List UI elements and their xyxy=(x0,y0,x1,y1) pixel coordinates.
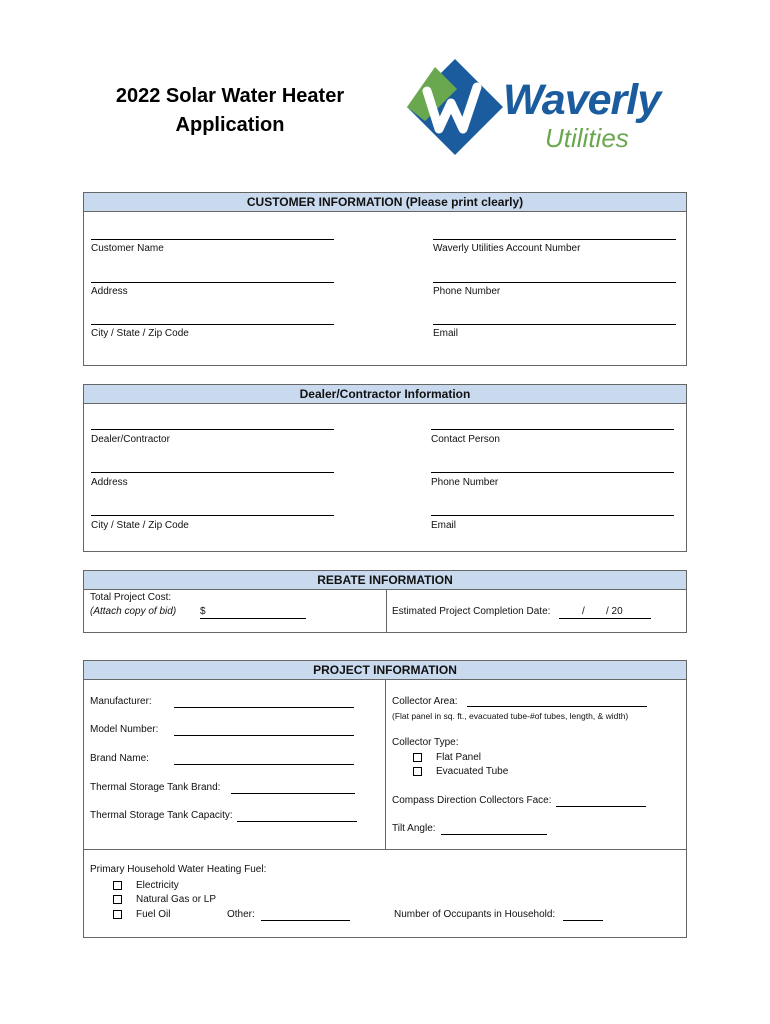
customer-city-field[interactable] xyxy=(91,324,334,325)
other-fuel-label: Other: xyxy=(227,909,255,920)
evacuated-tube-label: Evacuated Tube xyxy=(436,766,509,777)
date-separator-2: / 20 xyxy=(606,606,623,617)
natural-gas-checkbox[interactable] xyxy=(113,895,122,904)
completion-date-label: Estimated Project Completion Date: xyxy=(392,606,551,617)
dealer-phone-label: Phone Number xyxy=(431,477,499,488)
fuel-option-fuel-oil[interactable] xyxy=(113,909,170,921)
collector-option-flat-panel[interactable] xyxy=(413,752,481,764)
dealer-email-label: Email xyxy=(431,520,457,531)
customer-phone-field[interactable] xyxy=(433,282,676,283)
customer-section-heading: CUSTOMER INFORMATION (Please print clearly) xyxy=(84,193,686,212)
customer-phone-label: Phone Number xyxy=(433,286,501,297)
manufacturer-field[interactable] xyxy=(174,707,354,708)
dealer-name-field[interactable] xyxy=(91,429,334,430)
fuel-oil-checkbox[interactable] xyxy=(113,910,122,919)
evacuated-tube-checkbox[interactable] xyxy=(413,767,422,776)
customer-address-label: Address xyxy=(91,286,128,297)
tank-brand-label: Thermal Storage Tank Brand: xyxy=(90,782,221,793)
dealer-city-field[interactable] xyxy=(91,515,334,516)
collector-area-note: (Flat panel in sq. ft., evacuated tube-#of tubes, length, & width) xyxy=(392,711,629,721)
tank-capacity-field[interactable] xyxy=(237,821,357,822)
brand-name-label: Brand Name: xyxy=(90,753,149,764)
customer-name-field[interactable] xyxy=(91,239,334,240)
total-cost-label: Total Project Cost: xyxy=(90,592,172,603)
attach-bid-note: (Attach copy of bid) xyxy=(90,606,177,617)
fuel-option-electricity[interactable] xyxy=(113,880,179,892)
fuel-option-natural-gas[interactable] xyxy=(113,894,216,906)
fuel-label: Primary Household Water Heating Fuel: xyxy=(90,864,267,875)
dealer-name-label: Dealer/Contractor xyxy=(91,434,170,445)
logo-mark-icon xyxy=(405,57,505,157)
customer-name-label: Customer Name xyxy=(91,243,164,254)
rebate-section-heading: REBATE INFORMATION xyxy=(84,571,686,590)
completion-date-field[interactable] xyxy=(559,618,651,619)
project-column-divider xyxy=(385,679,386,849)
flat-panel-label: Flat Panel xyxy=(436,752,482,763)
project-information-section xyxy=(83,660,687,938)
dealer-phone-field[interactable] xyxy=(431,472,674,473)
manufacturer-label: Manufacturer: xyxy=(90,696,152,707)
collector-area-field[interactable] xyxy=(467,706,647,707)
customer-information-section xyxy=(83,192,687,366)
customer-email-label: Email xyxy=(433,328,459,339)
dealer-city-label: City / State / Zip Code xyxy=(91,520,189,531)
dollar-sign: $ xyxy=(200,606,206,617)
date-separator-1: / xyxy=(582,606,585,617)
project-section-heading: PROJECT INFORMATION xyxy=(84,661,686,680)
tank-brand-field[interactable] xyxy=(231,793,355,794)
collector-type-label: Collector Type: xyxy=(392,737,459,748)
total-cost-field[interactable] xyxy=(200,618,306,619)
brand-name-field[interactable] xyxy=(174,764,354,765)
other-fuel-field[interactable] xyxy=(261,920,350,921)
customer-email-field[interactable] xyxy=(433,324,676,325)
electricity-label: Electricity xyxy=(136,880,179,891)
logo-subtitle: Utilities xyxy=(545,123,629,153)
customer-city-label: City / State / Zip Code xyxy=(91,328,189,339)
tilt-angle-field[interactable] xyxy=(441,834,547,835)
title-line-1: 2022 Solar Water Heater xyxy=(115,85,345,107)
electricity-checkbox[interactable] xyxy=(113,881,122,890)
account-number-label: Waverly Utilities Account Number xyxy=(433,243,581,254)
tank-capacity-label: Thermal Storage Tank Capacity: xyxy=(90,810,233,821)
compass-direction-label: Compass Direction Collectors Face: xyxy=(392,795,552,806)
title-line-2: Application xyxy=(175,114,285,136)
dealer-address-field[interactable] xyxy=(91,472,334,473)
collector-area-label: Collector Area: xyxy=(392,696,458,707)
dealer-section-heading: Dealer/Contractor Information xyxy=(84,385,686,404)
customer-address-field[interactable] xyxy=(91,282,334,283)
form-title xyxy=(90,82,370,140)
flat-panel-checkbox[interactable] xyxy=(413,753,422,762)
project-row-divider xyxy=(84,849,686,850)
account-number-field[interactable] xyxy=(433,239,676,240)
occupants-label: Number of Occupants in Household: xyxy=(394,909,556,920)
rebate-column-divider xyxy=(386,589,387,633)
collector-option-evacuated-tube[interactable] xyxy=(413,766,508,778)
dealer-email-field[interactable] xyxy=(431,515,674,516)
natural-gas-label: Natural Gas or LP xyxy=(136,894,217,905)
fuel-oil-label: Fuel Oil xyxy=(136,909,171,920)
dealer-information-section xyxy=(83,384,687,552)
model-number-field[interactable] xyxy=(174,735,354,736)
rebate-information-section xyxy=(83,570,687,633)
dealer-address-label: Address xyxy=(91,477,128,488)
contact-person-label: Contact Person xyxy=(431,434,500,445)
logo-wordmark: Waverly xyxy=(503,76,661,124)
occupants-field[interactable] xyxy=(563,920,603,921)
model-number-label: Model Number: xyxy=(90,724,159,735)
tilt-angle-label: Tilt Angle: xyxy=(392,823,436,834)
waverly-utilities-logo xyxy=(405,57,675,157)
contact-person-field[interactable] xyxy=(431,429,674,430)
compass-direction-field[interactable] xyxy=(556,806,646,807)
